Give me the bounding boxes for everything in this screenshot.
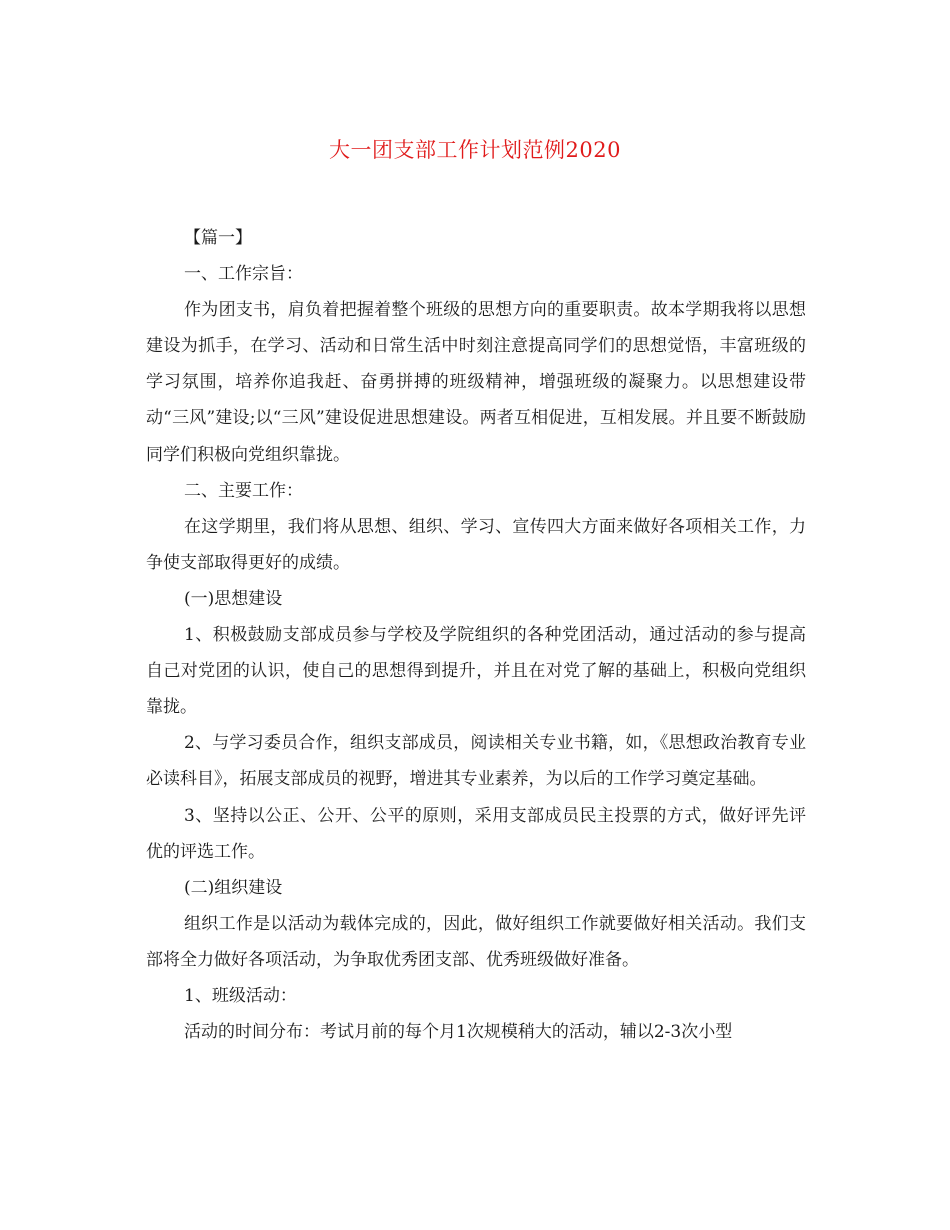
paragraph-main-work: 在这学期里，我们将从思想、组织、学习、宣传四大方面来做好各项相关工作，力争使支部取得更好的成绩。 (146, 516, 806, 573)
document-body (146, 220, 806, 1050)
paragraph-item-2: 2、与学习委员合作，组织支部成员，阅读相关专业书籍，如，《思想政治教育专业必读科目》，拓展支部成员的视野，增进其专业素养，为以后的工作学习奠定基础。 (146, 733, 806, 790)
paragraph-item-3: 3、坚持以公正、公开、公平的原则，采用支部成员民主投票的方式，做好评先评优的评选工作。 (146, 805, 806, 862)
heading-main-work: 二、主要工作： (184, 480, 303, 501)
heading-work-purpose: 一、工作宗旨： (184, 264, 303, 285)
heading-organization-building: (二)组织建设 (184, 877, 283, 898)
paragraph-organization: 组织工作是以活动为载体完成的，因此，做好组织工作就要做好相关活动。我们支部将全力做好各项活动，为争取优秀团支部、优秀班级做好准备。 (146, 913, 806, 970)
paragraph-item-1: 1、积极鼓励支部成员参与学校及学院组织的各种党团活动，通过活动的参与提高自己对党团的认识，使自己的思想得到提升，并且在对党了解的基础上，积极向党组织靠拢。 (146, 625, 806, 718)
paragraph-work-purpose: 作为团支书，肩负着把握着整个班级的思想方向的重要职责。故本学期我将以思想建设为抓手，在学习、活动和日常生活中时刻注意提高同学们的思想觉悟，丰富班级的学习氛围，培养你追我赶、奋勇拼搏的班级精神，增强班级的凝聚力。以思想建设带动“三风”建设;以“三风”建设促进思想建设。两者互相促进，互相发展。并且要不断鼓励同学们积极向党组织靠拢。 (146, 300, 806, 465)
document-title: 大一团支部工作计划范例2020 (329, 138, 621, 162)
heading-ideological-building: (一)思想建设 (184, 588, 283, 609)
paragraph-activity-schedule: 活动的时间分布：考试月前的每个月1次规模稍大的活动，辅以2-3次小型 (184, 1022, 733, 1043)
paragraph-section-label: 【篇一】 (184, 228, 252, 248)
heading-class-activities: 1、班级活动： (184, 985, 297, 1006)
